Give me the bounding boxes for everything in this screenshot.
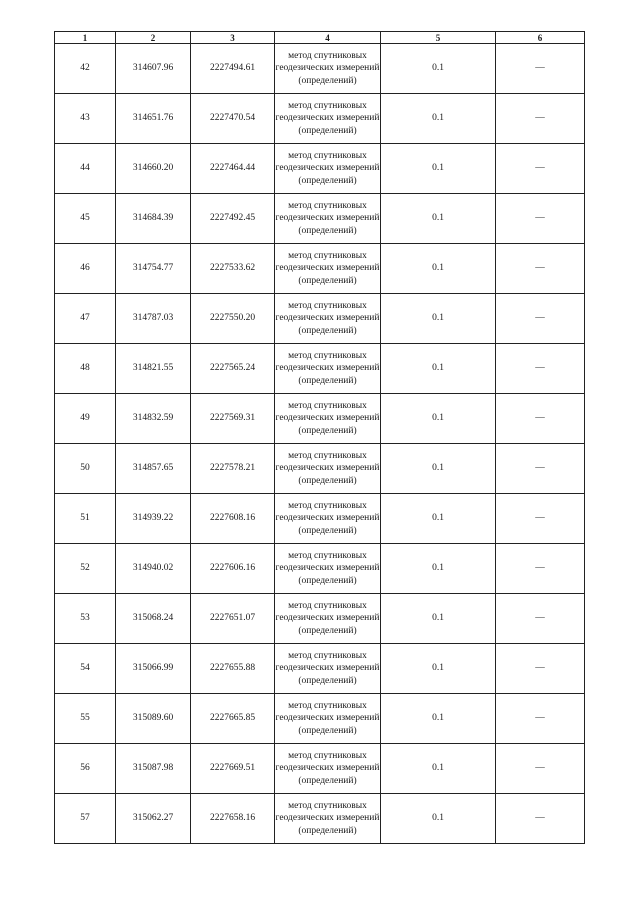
note-cell: — — [496, 794, 585, 844]
method-cell: метод спутниковых геодезических измерений (определений) — [275, 744, 381, 794]
table-row — [55, 144, 585, 194]
table-row — [55, 394, 585, 444]
table-row — [55, 344, 585, 394]
note-cell: — — [496, 294, 585, 344]
point-number-cell: 50 — [55, 444, 116, 494]
method-cell: метод спутниковых геодезических измерений (определений) — [275, 394, 381, 444]
method-cell: метод спутниковых геодезических измерений (определений) — [275, 544, 381, 594]
method-cell: метод спутниковых геодезических измерений (определений) — [275, 644, 381, 694]
x-coordinate-cell: 314787.03 — [116, 294, 191, 344]
note-cell: — — [496, 244, 585, 294]
method-cell: метод спутниковых геодезических измерений (определений) — [275, 694, 381, 744]
method-cell: метод спутниковых геодезических измерений (определений) — [275, 344, 381, 394]
table-row — [55, 94, 585, 144]
point-number-cell: 47 — [55, 294, 116, 344]
accuracy-cell: 0.1 — [381, 444, 496, 494]
note-cell: — — [496, 444, 585, 494]
x-coordinate-cell: 315087.98 — [116, 744, 191, 794]
method-cell: метод спутниковых геодезических измерений (определений) — [275, 494, 381, 544]
note-cell: — — [496, 144, 585, 194]
note-cell: — — [496, 194, 585, 244]
note-cell: — — [496, 44, 585, 94]
x-coordinate-cell: 315066.99 — [116, 644, 191, 694]
table-row — [55, 644, 585, 694]
accuracy-cell: 0.1 — [381, 794, 496, 844]
x-coordinate-cell: 314607.96 — [116, 44, 191, 94]
method-cell: метод спутниковых геодезических измерений (определений) — [275, 794, 381, 844]
accuracy-cell: 0.1 — [381, 594, 496, 644]
accuracy-cell: 0.1 — [381, 294, 496, 344]
column-header-5: 5 — [381, 32, 496, 44]
table-header-row — [55, 32, 585, 44]
note-cell: — — [496, 544, 585, 594]
accuracy-cell: 0.1 — [381, 94, 496, 144]
point-number-cell: 55 — [55, 694, 116, 744]
point-number-cell: 46 — [55, 244, 116, 294]
accuracy-cell: 0.1 — [381, 244, 496, 294]
table-row — [55, 44, 585, 94]
x-coordinate-cell: 314660.20 — [116, 144, 191, 194]
note-cell: — — [496, 594, 585, 644]
y-coordinate-cell: 2227470.54 — [191, 94, 275, 144]
table-row — [55, 244, 585, 294]
coordinates-table — [54, 31, 585, 844]
point-number-cell: 42 — [55, 44, 116, 94]
accuracy-cell: 0.1 — [381, 644, 496, 694]
accuracy-cell: 0.1 — [381, 344, 496, 394]
table-row — [55, 594, 585, 644]
y-coordinate-cell: 2227665.85 — [191, 694, 275, 744]
y-coordinate-cell: 2227606.16 — [191, 544, 275, 594]
x-coordinate-cell: 315062.27 — [116, 794, 191, 844]
table-row — [55, 694, 585, 744]
x-coordinate-cell: 314821.55 — [116, 344, 191, 394]
table-row — [55, 794, 585, 844]
x-coordinate-cell: 314857.65 — [116, 444, 191, 494]
accuracy-cell: 0.1 — [381, 494, 496, 544]
point-number-cell: 57 — [55, 794, 116, 844]
x-coordinate-cell: 314940.02 — [116, 544, 191, 594]
x-coordinate-cell: 314651.76 — [116, 94, 191, 144]
y-coordinate-cell: 2227569.31 — [191, 394, 275, 444]
y-coordinate-cell: 2227578.21 — [191, 444, 275, 494]
x-coordinate-cell: 314832.59 — [116, 394, 191, 444]
note-cell: — — [496, 394, 585, 444]
column-header-2: 2 — [116, 32, 191, 44]
x-coordinate-cell: 314684.39 — [116, 194, 191, 244]
method-cell: метод спутниковых геодезических измерений (определений) — [275, 244, 381, 294]
y-coordinate-cell: 2227533.62 — [191, 244, 275, 294]
method-cell: метод спутниковых геодезических измерений (определений) — [275, 194, 381, 244]
table-row — [55, 444, 585, 494]
table-row — [55, 194, 585, 244]
accuracy-cell: 0.1 — [381, 394, 496, 444]
x-coordinate-cell: 315068.24 — [116, 594, 191, 644]
table-row — [55, 744, 585, 794]
y-coordinate-cell: 2227565.24 — [191, 344, 275, 394]
accuracy-cell: 0.1 — [381, 694, 496, 744]
point-number-cell: 45 — [55, 194, 116, 244]
point-number-cell: 56 — [55, 744, 116, 794]
column-header-6: 6 — [496, 32, 585, 44]
point-number-cell: 48 — [55, 344, 116, 394]
point-number-cell: 54 — [55, 644, 116, 694]
y-coordinate-cell: 2227494.61 — [191, 44, 275, 94]
point-number-cell: 44 — [55, 144, 116, 194]
note-cell: — — [496, 494, 585, 544]
y-coordinate-cell: 2227658.16 — [191, 794, 275, 844]
column-header-1: 1 — [55, 32, 116, 44]
point-number-cell: 53 — [55, 594, 116, 644]
y-coordinate-cell: 2227651.07 — [191, 594, 275, 644]
point-number-cell: 43 — [55, 94, 116, 144]
table-row — [55, 544, 585, 594]
accuracy-cell: 0.1 — [381, 744, 496, 794]
point-number-cell: 51 — [55, 494, 116, 544]
column-header-3: 3 — [191, 32, 275, 44]
method-cell: метод спутниковых геодезических измерений (определений) — [275, 94, 381, 144]
method-cell: метод спутниковых геодезических измерений (определений) — [275, 144, 381, 194]
accuracy-cell: 0.1 — [381, 544, 496, 594]
method-cell: метод спутниковых геодезических измерений (определений) — [275, 444, 381, 494]
method-cell: метод спутниковых геодезических измерений (определений) — [275, 44, 381, 94]
note-cell: — — [496, 94, 585, 144]
method-cell: метод спутниковых геодезических измерений (определений) — [275, 594, 381, 644]
method-cell: метод спутниковых геодезических измерений (определений) — [275, 294, 381, 344]
accuracy-cell: 0.1 — [381, 144, 496, 194]
table-row — [55, 494, 585, 544]
x-coordinate-cell: 314754.77 — [116, 244, 191, 294]
y-coordinate-cell: 2227464.44 — [191, 144, 275, 194]
note-cell: — — [496, 694, 585, 744]
y-coordinate-cell: 2227655.88 — [191, 644, 275, 694]
y-coordinate-cell: 2227492.45 — [191, 194, 275, 244]
x-coordinate-cell: 314939.22 — [116, 494, 191, 544]
note-cell: — — [496, 744, 585, 794]
y-coordinate-cell: 2227669.51 — [191, 744, 275, 794]
accuracy-cell: 0.1 — [381, 44, 496, 94]
point-number-cell: 52 — [55, 544, 116, 594]
note-cell: — — [496, 644, 585, 694]
y-coordinate-cell: 2227550.20 — [191, 294, 275, 344]
accuracy-cell: 0.1 — [381, 194, 496, 244]
table-row — [55, 294, 585, 344]
note-cell: — — [496, 344, 585, 394]
x-coordinate-cell: 315089.60 — [116, 694, 191, 744]
y-coordinate-cell: 2227608.16 — [191, 494, 275, 544]
point-number-cell: 49 — [55, 394, 116, 444]
column-header-4: 4 — [275, 32, 381, 44]
